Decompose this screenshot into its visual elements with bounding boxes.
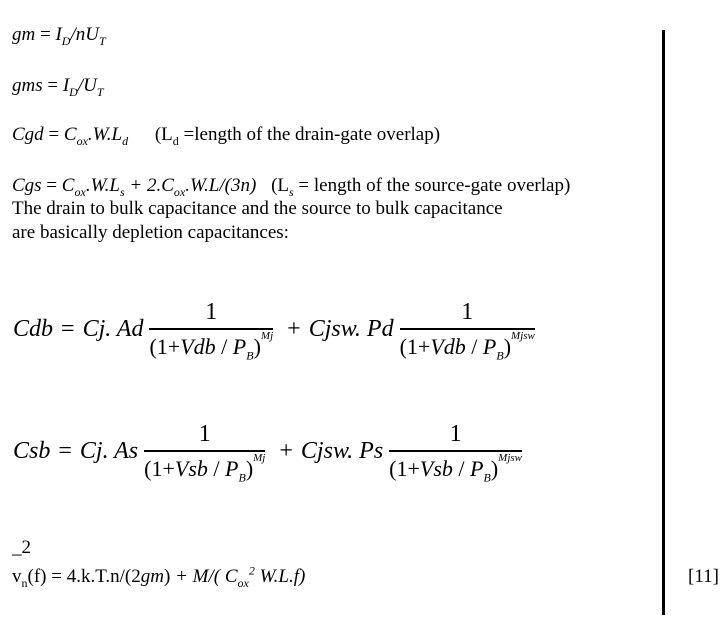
gm-equation: gm = $I_D/nU_T$ (12, 24, 106, 48)
csb-fraction-2: $\frac{1}{(1+Vsb / P_B)^{Mjsw}}$ (389, 421, 522, 484)
csb-fraction-1: $\frac{1}{(1+Vsb / P_B)^{Mj}}$ (144, 421, 266, 484)
cgs-equation: Cgs = $C_{ox}.W.L_s + 2.C_{ox}.W.L/(3n) (L_s$ = length of the source-gate overlap) (12, 175, 571, 199)
noise-equation: $v_n(f) = 4.k.T.n/(2gm) + M/$( $C_{ox}^2$ W.L.f) (12, 563, 306, 590)
vertical-divider (662, 30, 665, 615)
gms-equation: gms = $I_D/U_T$ (12, 75, 104, 99)
cdb-equation: Cdb = Cj. Ad $\frac{1}{(1+Vdb / P_B)^{Mj}}$ + Cjsw. Pd $\frac{1}{(1+Vdb / P_B)^{Mjsw}}$ (13, 299, 535, 362)
paragraph-line-1: The drain to bulk capacitance and the source to bulk capacitance (12, 198, 503, 219)
csb-equation: Csb = Cj. As $\frac{1}{(1+Vsb / P_B)^{Mj}}$ + Cjsw. Ps $\frac{1}{(1+Vsb / P_B)^{Mjsw}}$ (13, 421, 522, 484)
paragraph-line-2: are basically depletion capacitances: (12, 222, 289, 243)
noise-overbar-squared: _2 (12, 537, 31, 558)
reference-number: [11] (688, 566, 719, 587)
cdb-fraction-2: $\frac{1}{(1+Vdb / P_B)^{Mjsw}}$ (399, 299, 535, 362)
cgd-equation: Cgd = $C_{ox}.W.L_d$ ($L_d$ =length of the drain-gate overlap) (12, 124, 441, 148)
cdb-fraction-1: $\frac{1}{(1+Vdb / P_B)^{Mj}}$ (149, 299, 274, 362)
